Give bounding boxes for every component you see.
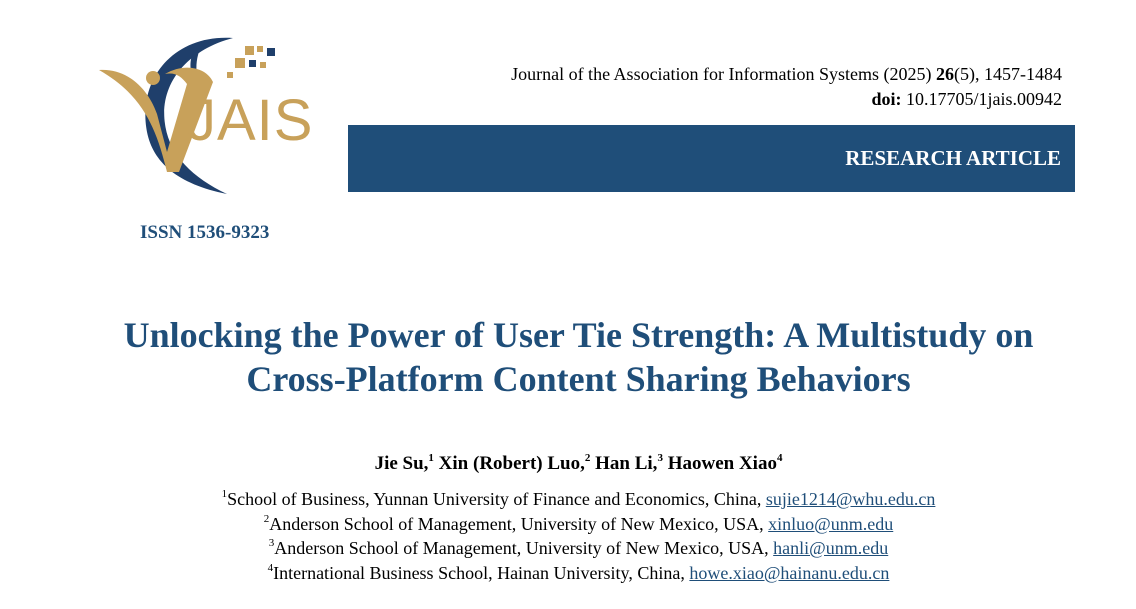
affiliation-text: Anderson School of Management, University of New Mexico, USA, xyxy=(269,513,769,534)
author-name: Xin (Robert) Luo, xyxy=(433,453,585,474)
author-sup: 4 xyxy=(776,451,783,464)
logo-wordmark: JAIS xyxy=(187,88,314,153)
affiliation-text: International Business School, Hainan University, China, xyxy=(273,562,690,583)
paper-title xyxy=(0,313,1136,401)
journal-issue-pages: (5), 1457-1484 xyxy=(954,64,1062,84)
author-sup: 1 xyxy=(428,451,434,464)
jais-logo xyxy=(95,32,330,197)
article-type-banner xyxy=(348,125,1075,192)
author-list xyxy=(0,453,1136,475)
author-name: Haowen Xiao xyxy=(662,453,777,474)
doi-value: 10.17705/1jais.00942 xyxy=(901,89,1062,109)
affiliation xyxy=(0,561,1136,586)
journal-volume: 26 xyxy=(936,64,955,84)
issn: ISSN 1536-9323 xyxy=(140,222,270,243)
paper-title-line-2: Cross-Platform Content Sharing Behaviors xyxy=(246,359,911,399)
article-type-label: RESEARCH ARTICLE xyxy=(845,146,1061,170)
doi-line xyxy=(871,89,1062,110)
affiliation xyxy=(0,536,1136,561)
author-name: Jie Su, xyxy=(374,453,429,474)
affiliation-text: Anderson School of Management, University of New Mexico, USA, xyxy=(274,538,774,558)
logo-gold-dot xyxy=(146,71,160,85)
affiliation-sup: 3 xyxy=(268,537,275,549)
paper-title-line-1: Unlocking the Power of User Tie Strength: A Multistudy on xyxy=(123,315,1034,355)
affiliation-sup: 2 xyxy=(263,512,270,525)
journal-citation xyxy=(511,64,1062,85)
affiliation xyxy=(0,512,1136,537)
journal-name: Journal of the Association for Information Systems (2025) xyxy=(511,64,937,84)
email-link[interactable]: sujie1214@whu.edu.cn xyxy=(765,489,936,509)
affiliation xyxy=(0,487,1136,512)
email-link[interactable]: hanli@unm.edu xyxy=(773,538,889,558)
author-name: Han Li, xyxy=(590,453,658,474)
author-sup: 2 xyxy=(584,451,591,464)
email-link[interactable]: howe.xiao@hainanu.edu.cn xyxy=(689,562,890,583)
affiliation-sup: 1 xyxy=(221,488,228,500)
doi-label: doi: xyxy=(871,89,902,109)
affiliation-sup: 4 xyxy=(267,561,274,574)
affiliation-text: School of Business, Yunnan University of Finance and Economics, China, xyxy=(227,489,766,509)
author-sup: 3 xyxy=(657,451,663,464)
affiliation-list xyxy=(0,487,1136,585)
email-link[interactable]: xinluo@unm.edu xyxy=(768,513,894,534)
